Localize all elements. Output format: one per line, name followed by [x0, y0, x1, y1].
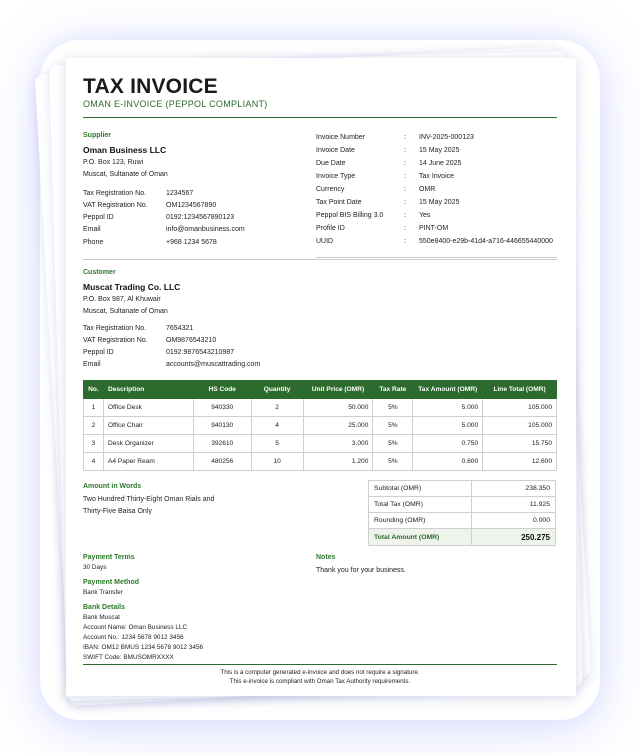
customer-heading: Customer: [83, 269, 116, 276]
col-header-quantity: Quantity: [251, 381, 303, 399]
table-row: [84, 453, 557, 471]
meta-label: Invoice Type: [316, 173, 356, 180]
cell-quantity: 10: [251, 453, 303, 471]
cell-tax-rate: 5%: [373, 417, 413, 435]
field-label: Phone: [83, 239, 104, 246]
amount-in-words-line1: Two Hundred Thirty-Eight Oman Rials and: [83, 496, 215, 503]
field-label: VAT Registration No.: [83, 202, 148, 209]
totals-row-rounding: [369, 513, 556, 529]
totals-value: 11.925: [472, 497, 556, 513]
totals-row-tax: [369, 497, 556, 513]
meta-separator: :: [404, 160, 406, 167]
col-header-line-total: Line Total (OMR): [483, 381, 557, 399]
supplier-address-line1: P.O. Box 123, Ruwi: [83, 159, 144, 166]
field-label: Email: [83, 361, 101, 368]
supplier-address-line2: Muscat, Sultanate of Oman: [83, 171, 168, 178]
meta-separator: :: [404, 199, 406, 206]
meta-label: Peppol BIS Billing 3.0: [316, 212, 384, 219]
cell-tax-amount: 5.000: [413, 399, 483, 417]
payment-method-value: Bank Transfer: [83, 589, 123, 596]
totals-label: Subtotal (OMR): [369, 481, 472, 497]
meta-value: 15 May 2025: [419, 147, 460, 154]
section-divider: [83, 259, 557, 260]
field-value: OM1234567890: [166, 202, 217, 209]
meta-value: 550e8400-e29b-41d4-a716-446655440000: [419, 238, 553, 245]
meta-separator: :: [404, 147, 406, 154]
payment-terms-value: 30 Days: [83, 564, 107, 571]
cell-description: Desk Organizer: [103, 435, 193, 453]
field-value: 7654321: [166, 325, 194, 332]
cell-hs-code: 940130: [193, 417, 251, 435]
cell-unit-price: 3.000: [303, 435, 373, 453]
col-header-tax-amount: Tax Amount (OMR): [413, 381, 483, 399]
meta-label: UUID: [316, 238, 334, 245]
cell-tax-rate: 5%: [373, 399, 413, 417]
cell-tax-rate: 5%: [373, 453, 413, 471]
col-header-hs-code: HS Code: [193, 381, 251, 399]
notes-value: Thank you for your business.: [316, 567, 406, 574]
meta-value: Yes: [419, 212, 431, 219]
cell-no: 3: [84, 435, 104, 453]
cell-no: 2: [84, 417, 104, 435]
customer-address-line1: P.O. Box 987, Al Khuwair: [83, 296, 161, 303]
bank-iban: IBAN: OM12 BMUS 1234 5678 9012 3456: [83, 644, 204, 651]
bank-details-heading: Bank Details: [83, 604, 126, 611]
col-header-unit-price: Unit Price (OMR): [303, 381, 373, 399]
grand-total-label: Total Amount (OMR): [369, 529, 472, 546]
field-label: Tax Registration No.: [83, 190, 147, 197]
meta-value: OMR: [419, 186, 436, 193]
cell-description: Office Desk: [103, 399, 193, 417]
footer-line1: This is a computer generated e-invoice and does not require a signature.: [220, 669, 420, 676]
cell-line-total: 12.600: [483, 453, 557, 471]
cell-quantity: 5: [251, 435, 303, 453]
meta-separator: :: [404, 225, 406, 232]
col-header-description: Description: [103, 381, 193, 399]
table-row: [84, 435, 557, 453]
footer-line2: This e-invoice is compliant with Oman Tax Authority requirements.: [229, 678, 411, 685]
table-row: [84, 399, 557, 417]
customer-address-line2: Muscat, Sultanate of Oman: [83, 308, 168, 315]
field-value: 0192:9876543210987: [166, 349, 235, 356]
cell-line-total: 105.000: [483, 399, 557, 417]
totals-row-subtotal: [369, 481, 556, 497]
cell-description: Office Chair: [103, 417, 193, 435]
cell-tax-amount: 5.000: [413, 417, 483, 435]
meta-value: 14 June 2025: [419, 160, 462, 167]
field-value: accounts@muscattrading.com: [166, 361, 261, 368]
payment-terms-heading: Payment Terms: [83, 554, 135, 561]
meta-label: Invoice Number: [316, 134, 366, 141]
cell-hs-code: 480256: [193, 453, 251, 471]
meta-value: Tax Invoice: [419, 173, 455, 180]
col-header-no: No.: [84, 381, 104, 399]
cell-hs-code: 940330: [193, 399, 251, 417]
grand-total-value: 250.275: [472, 529, 556, 546]
cell-tax-rate: 5%: [373, 435, 413, 453]
cell-no: 4: [84, 453, 104, 471]
meta-separator: :: [404, 238, 406, 245]
meta-divider: [316, 257, 557, 258]
meta-value: 15 May 2025: [419, 199, 460, 206]
totals-row-grand-total: [369, 529, 556, 546]
cell-no: 1: [84, 399, 104, 417]
meta-value: INV-2025-000123: [419, 134, 474, 141]
bank-account-name: Account Name: Oman Business LLC: [83, 624, 188, 631]
field-label: VAT Registration No.: [83, 337, 148, 344]
invoice-title: TAX INVOICE: [83, 75, 218, 98]
field-value: 1234567: [166, 190, 194, 197]
field-label: Peppol ID: [83, 214, 114, 221]
field-label: Email: [83, 226, 101, 233]
header-divider: [83, 117, 557, 118]
meta-label: Invoice Date: [316, 147, 355, 154]
footer-divider: [83, 664, 557, 665]
payment-method-heading: Payment Method: [83, 579, 140, 586]
invoice-page: [66, 58, 576, 696]
line-items-table: [83, 380, 557, 471]
col-header-tax-rate: Tax Rate: [373, 381, 413, 399]
table-row: [84, 417, 557, 435]
amount-in-words-heading: Amount in Words: [83, 483, 142, 490]
customer-name: Muscat Trading Co. LLC: [83, 282, 181, 292]
cell-description: A4 Paper Ream: [103, 453, 193, 471]
bank-swift: SWIFT Code: BMUSOMRXXXX: [83, 654, 174, 661]
meta-separator: :: [404, 134, 406, 141]
meta-label: Currency: [316, 186, 345, 193]
meta-label: Tax Point Date: [316, 199, 362, 206]
amount-in-words-line2: Thirty-Five Baisa Only: [83, 508, 152, 515]
supplier-name: Oman Business LLC: [83, 145, 167, 155]
totals-label: Rounding (OMR): [369, 513, 472, 529]
cell-quantity: 4: [251, 417, 303, 435]
field-value: +968 1234 5678: [166, 239, 217, 246]
cell-unit-price: 50.000: [303, 399, 373, 417]
field-value: info@omanbusiness.com: [166, 226, 245, 233]
cell-quantity: 2: [251, 399, 303, 417]
notes-heading: Notes: [316, 554, 336, 561]
totals-value: 0.000: [472, 513, 556, 529]
cell-line-total: 15.750: [483, 435, 557, 453]
bank-account-number: Account No.: 1234 5678 9012 3456: [83, 634, 184, 641]
bank-name: Bank Muscat: [83, 614, 120, 621]
totals-value: 238.350: [472, 481, 556, 497]
supplier-heading: Supplier: [83, 132, 112, 139]
meta-separator: :: [404, 212, 406, 219]
meta-separator: :: [404, 173, 406, 180]
meta-label: Profile ID: [316, 225, 345, 232]
totals-label: Total Tax (OMR): [369, 497, 472, 513]
totals-table: [368, 480, 556, 546]
meta-value: PINT-OM: [419, 225, 449, 232]
field-value: 0192:1234567890123: [166, 214, 235, 221]
cell-line-total: 105.000: [483, 417, 557, 435]
cell-unit-price: 25.000: [303, 417, 373, 435]
invoice-subtitle: OMAN E-INVOICE (PEPPOL COMPLIANT): [83, 99, 268, 109]
meta-separator: :: [404, 186, 406, 193]
cell-tax-amount: 0.750: [413, 435, 483, 453]
meta-label: Due Date: [316, 160, 346, 167]
cell-unit-price: 1.200: [303, 453, 373, 471]
field-label: Tax Registration No.: [83, 325, 147, 332]
cell-tax-amount: 0.600: [413, 453, 483, 471]
cell-hs-code: 392610: [193, 435, 251, 453]
field-value: OM9876543210: [166, 337, 217, 344]
field-label: Peppol ID: [83, 349, 114, 356]
table-header-row: [84, 381, 557, 399]
